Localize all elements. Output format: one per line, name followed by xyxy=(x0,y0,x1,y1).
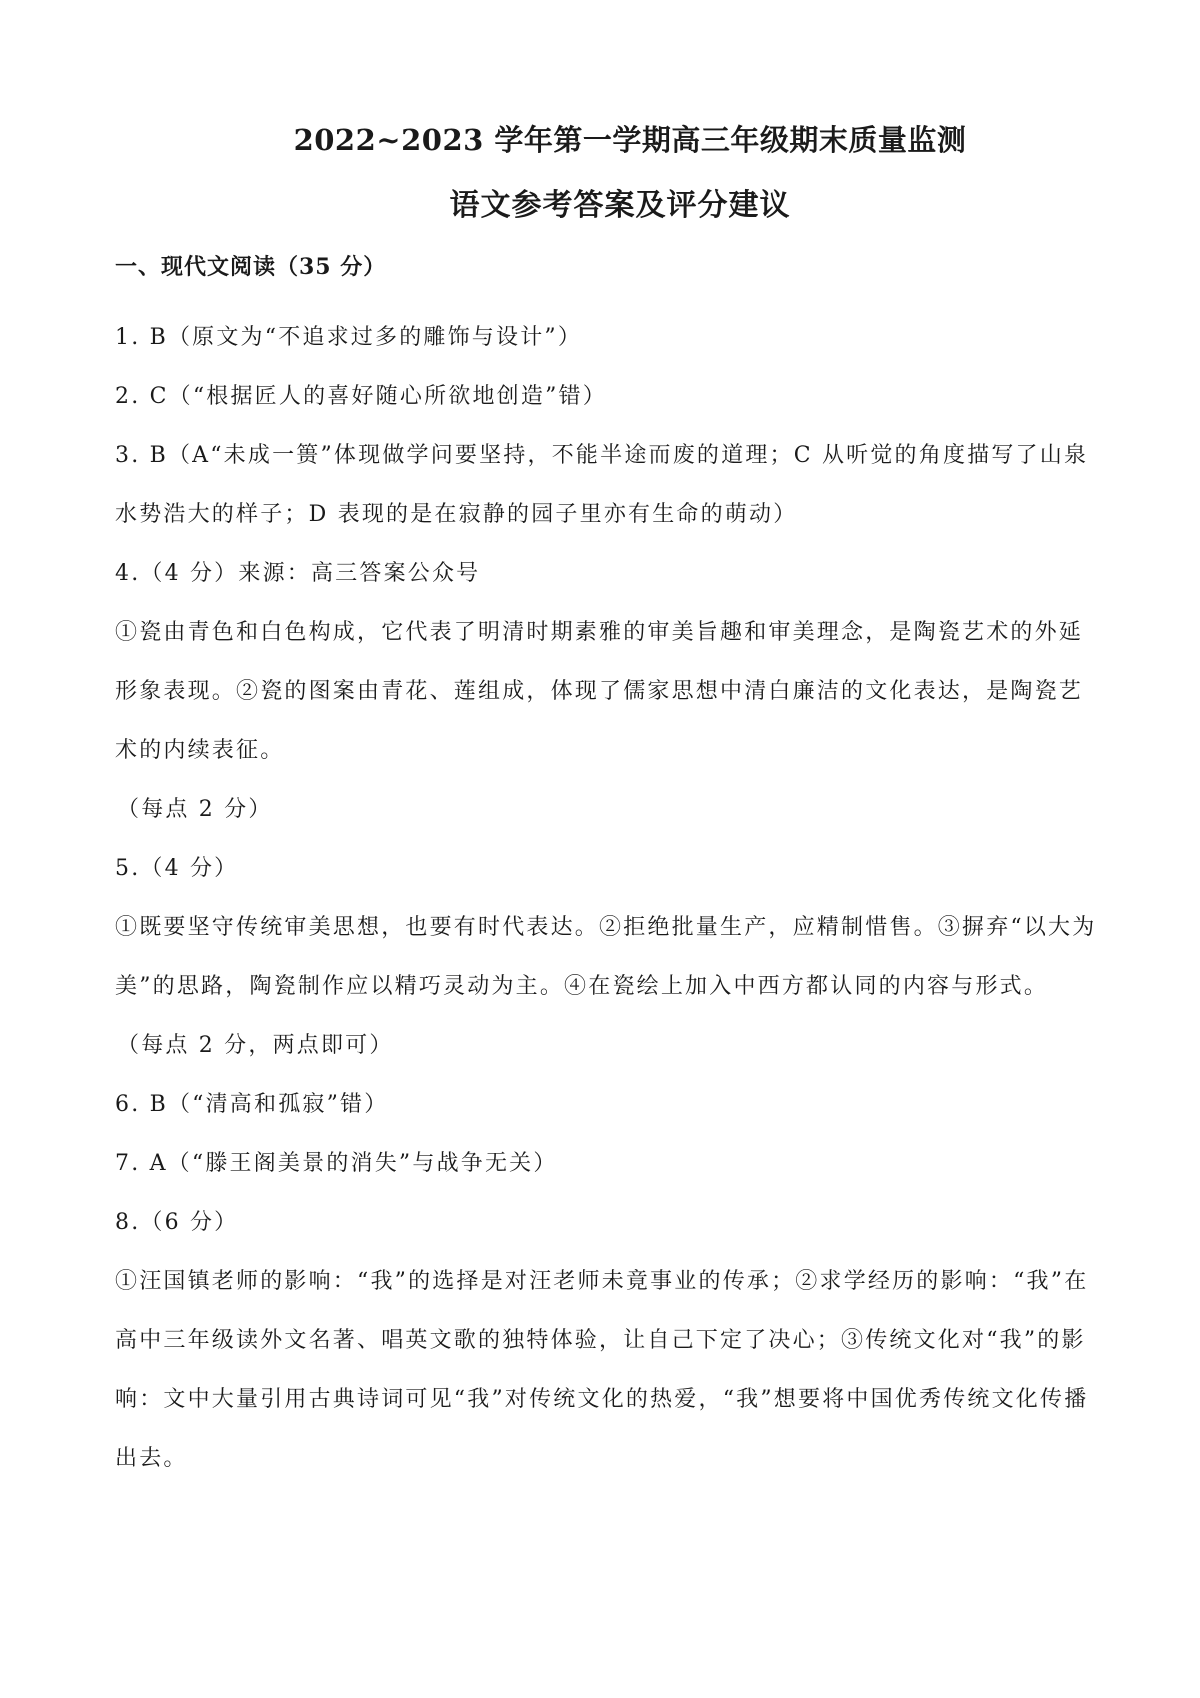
document-title: 2022~2023 学年第一学期高三年级期末质量监测 xyxy=(293,123,967,157)
answer-8-body: ①汪国镇老师的影响：“我”的选择是对汪老师未竟事业的传承；②求学经历的影响：“我”在高中三年级读外文名著、唱英文歌的独特体验，让自己下定了决心；③传统文化对“我”的影响：文中大量引用古典诗词可见“我”对传统文化的热爱，“我”想要将中国优秀传统文化传播出去。 xyxy=(115,1269,1089,1471)
answer-4-body: ①瓷由青色和白色构成，它代表了明清时期素雅的审美旨趣和审美理念，是陶瓷艺术的外延形象表现。②瓷的图案由青花、莲组成，体现了儒家思想中清白廉洁的文化表达，是陶瓷艺术的内续表征。 xyxy=(115,620,1084,763)
answer-1: 1. B（原文为“不追求过多的雕饰与设计”） xyxy=(115,325,583,350)
answer-5-heading: 5.（4 分） xyxy=(115,856,239,881)
answer-5-body: ①既要坚守传统审美思想，也要有时代表达。②拒绝批量生产，应精制惜售。③摒弃“以大为美”的思路，陶瓷制作应以精巧灵动为主。④在瓷绘上加入中西方都认同的内容与形式。 xyxy=(115,915,1097,999)
answer-6: 6. B（“清高和孤寂”错） xyxy=(115,1092,389,1117)
answer-5-scoring-note: （每点 2 分，两点即可） xyxy=(117,1033,394,1058)
answer-7: 7. A（“滕王阁美景的消失”与战争无关） xyxy=(115,1151,558,1176)
answer-8-heading: 8.（6 分） xyxy=(115,1210,239,1235)
answer-list xyxy=(115,308,1100,1488)
answer-3: 3. B（A“未成一篑”体现做学问要坚持，不能半途而废的道理；C 从听觉的角度描写了山泉水势浩大的样子；D 表现的是在寂静的园子里亦有生命的萌动） xyxy=(115,443,1089,527)
section-heading: 一、现代文阅读（35 分） xyxy=(115,254,387,280)
answer-4-heading: 4.（4 分）来源：高三答案公众号 xyxy=(115,561,481,586)
document-subtitle: 语文参考答案及评分建议 xyxy=(449,188,791,223)
answer-4-scoring-note: （每点 2 分） xyxy=(117,797,273,822)
answer-2: 2. C（“根据匠人的喜好随心所欲地创造”错） xyxy=(115,384,607,409)
